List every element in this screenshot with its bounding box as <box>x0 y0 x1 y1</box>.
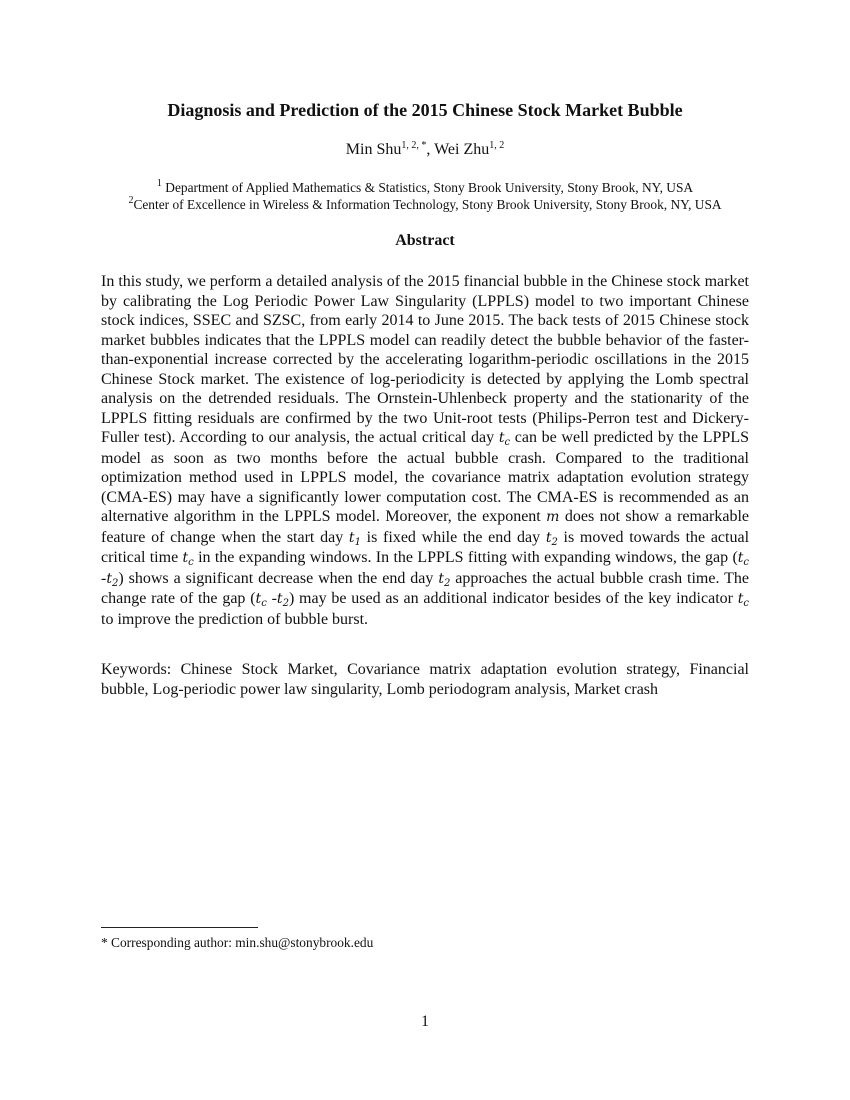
math-t-c: $t_c$ <box>737 591 750 609</box>
keywords: Keywords: Chinese Stock Market, Covariance matrix adaptation evolution strategy, Financial bubble, Log-periodic power law singularity, Lomb periodogram analysis, Market crash <box>101 661 749 698</box>
math-t-c: $t_c$ <box>498 430 511 448</box>
abstract-text: - <box>271 590 277 607</box>
abstract-text: is moved towards the actual critical time <box>101 528 750 566</box>
author-affiliation-marks: 1, 2 <box>489 140 505 151</box>
abstract-text: - <box>101 569 107 587</box>
affiliation-mark: 1 <box>156 178 162 189</box>
affiliation-2 <box>0 197 850 213</box>
affiliation-mark: 2 <box>128 195 134 206</box>
paper-title: Diagnosis and Prediction of the 2015 Chinese Stock Market Bubble <box>167 100 683 120</box>
abstract-text: can be well predicted by the LPPLS model as soon as two months before the actual bubble crash. Compared to the traditional optimization method used in LPPLS model, the covariance matrix adaptation evolution strategy (CMA-ES) may have a significantly lower computation cost. The CMA-ES is recommended as an alternative algorithm in the LPPLS model. Moreover, the exponent <box>101 429 750 525</box>
math-t-2: $t_2$ <box>438 570 451 589</box>
abstract-text: is fixed while the end day <box>366 528 541 546</box>
author-affiliation-marks: 1, 2, * <box>401 140 427 151</box>
author-name: Wei Zhu <box>434 141 490 158</box>
math-t-c: $t_c$ <box>182 550 194 568</box>
abstract-text: ) shows a significant decrease when the end day <box>118 569 434 587</box>
abstract-body <box>101 272 749 629</box>
abstract-text: to improve the prediction of bubble burst. <box>101 610 369 628</box>
math-m: m <box>546 509 560 525</box>
affiliation-text: Department of Applied Mathematics & Statistics, Stony Brook University, Stony Brook, NY, USA <box>165 180 694 195</box>
footnote-corresponding-author: * Corresponding author: min.shu@stonybrook.edu <box>101 935 374 950</box>
math-t-2: $t_2$ <box>545 529 558 548</box>
abstract-heading: Abstract <box>395 232 455 249</box>
author-separator: , <box>426 141 435 158</box>
author-list <box>0 141 850 159</box>
abstract-text: approaches the actual bubble crash time. The change rate of the gap ( <box>101 569 750 607</box>
math-t-c: $t_c$ <box>255 591 267 609</box>
author-name: Min Shu <box>345 141 402 158</box>
math-t-c: $t_c$ <box>737 550 750 568</box>
affiliation-text: Center of Excellence in Wireless & Information Technology, Stony Brook University, Stony Brook, NY, USA <box>133 197 722 212</box>
abstract-text: In this study, we perform a detailed analysis of the 2015 financial bubble in the Chinese stock market by calibrating the Log Periodic Power Law Singularity (LPPLS) model to two important Chinese stock indices, SSEC and SZSC, from early 2014 to June 2015. The back tests of 2015 Chinese stock market bubbles indicates that the LPPLS model can readily detect the bubble behavior of the faster-than-exponential increase corrected by the accelerating logarithm-periodic oscillations in the 2015 Chinese Stock market. The existence of log-periodicity is detected by applying the Lomb spectral analysis on the detrended residuals. The Ornstein-Uhlenbeck property and the stationarity of the LPPLS fitting residuals are confirmed by the two Unit-root tests (Philips-Perron test and Dickery-Fuller test). According to our analysis, the actual critical day <box>101 273 749 446</box>
page-number: 1 <box>421 1013 429 1030</box>
math-t-2: $t_2$ <box>276 591 289 609</box>
abstract-text: ) may be used as an additional indicator besides of the key indicator <box>288 590 733 607</box>
affiliation-1 <box>0 180 850 196</box>
footnote-divider <box>101 927 258 928</box>
math-t-2: $t_2$ <box>106 570 119 589</box>
math-t-1: $t_1$ <box>348 529 361 548</box>
abstract-text: in the expanding windows. In the LPPLS fitting with expanding windows, the gap ( <box>198 549 738 566</box>
abstract-text: does not show a remarkable feature of change when the start day <box>101 508 750 546</box>
